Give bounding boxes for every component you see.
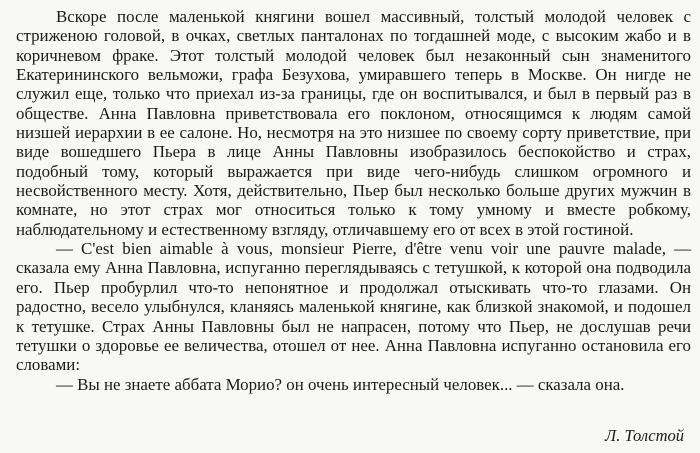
author-signature: Л. Толстой xyxy=(605,426,684,445)
paragraph-3: — Вы не знаете аббата Морио? он очень интересный человек... — сказала она. xyxy=(56,374,625,394)
paragraph-1: Вскоре после маленькой княгини вошел массивный, толстый молодой человек с стриженою головой, в очках, светлых панталонах по тогдашней моде, с высоким жабо и в коричневом фраке. Этот толстый молодой человек был незаконный сын знаменитого Екатерининского вельможи, графа Безухова, умиравшего теперь в Москве. Он нигде не служил еще, только что приехал из-за границы, где он воспитывался, и был в первый раз в обществе. Анна Павловна приветствовала его поклоном, относящимся к людям самой низшей иерархии в ее салоне. Но, несмотря на это низшее по своему сорту приветствие, при виде вошедшего Пьера в лице Анны Павловны изобразилось беспокойство и страх, подобный тому, который выражается при виде чего-нибудь слишком огромного и несвойственного месту. Хотя, действительно, Пьер был несколько больше других мужчин в комнате, но этот страх мог относиться только к тому умному и вместе робкому, наблюдательному и естественному взгляду, отличавшему его от всех в этой гостиной. xyxy=(16,7,691,239)
paragraph-2: — C'est bien aimable à vous, monsieur Pierre, d'être venu voir une pauvre malade, — сказала ему Анна Павловна, испуганно переглядываясь с тетушкой, к которой она подводила его. Пьер пробурлил что-то непонятное и продолжал отыскивать что-то глазами. Он радостно, весело улыбнулся, кланяясь маленькой княгине, как близкой знакомой, и подошел к тетушке. Страх Анны Павловны был не напрасен, потому что Пьер, не дослушав речи тетушки о здоровье ее величества, отошел от нее. Анна Павловна испуганно остановила его словами: xyxy=(16,239,691,375)
document-text xyxy=(16,7,691,394)
